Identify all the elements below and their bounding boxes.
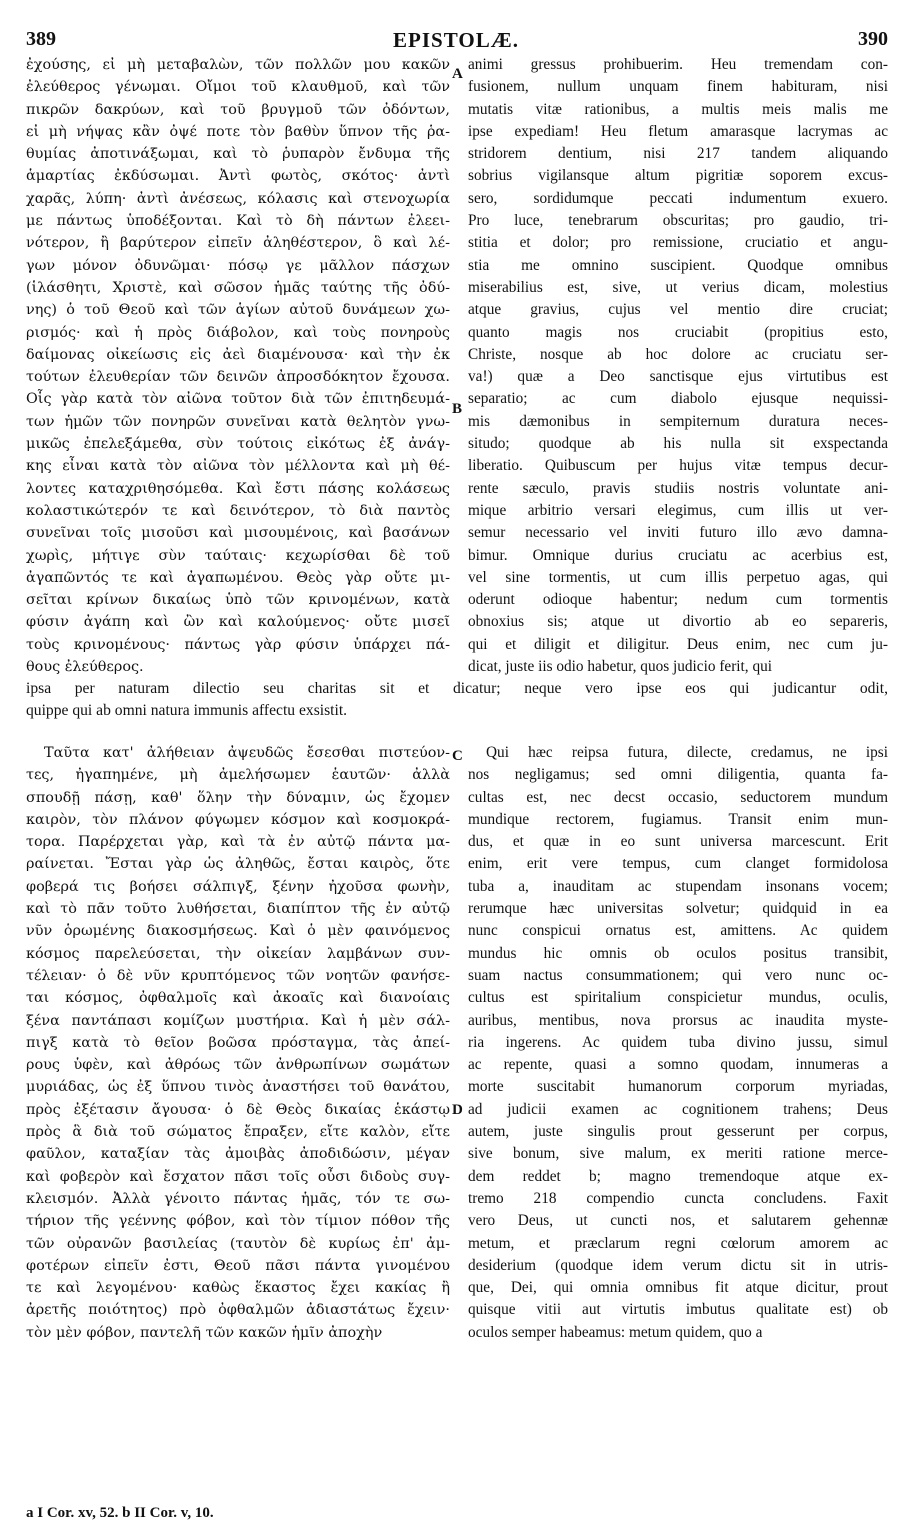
text-line: vel sine tormentis, ut cum illis perpetuo agas, qui — [468, 568, 888, 586]
text-line: Pro luce, tenebrarum obscuritas; pro gaudio, tri- — [468, 212, 888, 230]
text-line: (ἱλάσθητι, Χριστὲ, καὶ σῶσον ἡμᾶς ταύτης τῆς ὀδύ- — [26, 279, 450, 296]
text-line: mis dæmonibus in sempiternum duratura neces- — [468, 412, 888, 430]
text-line: νης) ὁ τοῦ Θεοῦ καὶ τῶν ἁγίων αὐτοῦ δυνάμεων χω- — [26, 302, 450, 319]
text-line: animi gressus prohibuerim. Heu tremendam con- — [468, 56, 888, 73]
text-line: Ταῦτα κατ' ἀλήθειαν ἀψευδῶς ἔσεσθαι πιστεύον- — [44, 745, 450, 761]
full-width-latin — [26, 678, 888, 722]
greek-column-block2 — [26, 742, 450, 1344]
text-line: va!) quæ a Deo sanctisque ejus virtutibus est — [468, 368, 888, 386]
text-line: πικρῶν δακρύων, καὶ τοῦ βρυγμοῦ τῶν ὀδόντων, — [26, 101, 450, 118]
text-line: qui et diligit et diligitur. Deus enim, nec cum ju- — [468, 635, 888, 653]
text-line: sobrius vigilansque altum pigritiæ soporem excus- — [468, 167, 888, 185]
text-line: ipsa per naturam dilectio seu charitas sit et dicatur; neque vero ipse eos qui judicantur odit, — [26, 680, 888, 697]
text-line: καὶ φοβερὸν καὶ ἔσχατον πᾶσι τοῖς οὖσι διδοὺς συγ- — [26, 1168, 450, 1185]
text-line: semur necessario vel inviti futuro illo ævo damna- — [468, 524, 888, 542]
text-line: χωρὶς, μήτιγε σὺν ταύταις· κεχωρίσθαι δὲ τοῦ — [26, 547, 450, 564]
text-line: vero Deus, ut cuncti nos, et salutarem gehennæ — [468, 1212, 888, 1230]
text-line: πιγξ κατὰ τὸ θεῖον βοῶσα πρόσταγμα, τὰς ἀπεί- — [26, 1034, 450, 1051]
text-line: καιρὸν, τὸν πλάνον φύγωμεν κόσμον καὶ κοσμοκρά- — [26, 811, 450, 828]
text-line: κόσμος παρελεύσεται, τὴν οἰκείαν λαμβάνων συν- — [26, 945, 450, 962]
text-line: κολαστικώτερόν τε καὶ δεινότερον, τὸ διὰ παντὸς — [26, 502, 450, 519]
text-line: ἐλεύθερος γένωμαι. Οἴμοι τοῦ κλαυθμοῦ, καὶ τῶν — [26, 79, 450, 96]
text-line: sero, sordidumque peccati indumentum exuero. — [468, 189, 888, 207]
text-line: tuba a, inauditam ac stupendam insonans vocem; — [468, 877, 888, 895]
text-line: ἐχούσης, εἰ μὴ μεταβαλὼν, τῶν πολλῶν μου κακῶν — [26, 57, 450, 73]
text-line: morte suscitabit humanorum corporum myriadas, — [468, 1078, 888, 1096]
text-line: τῶν οὐρανῶν βασιλείας (ταυτὸν δὲ κυρίως ἐπ' ἀμ- — [26, 1235, 450, 1252]
text-line: νῦν ὁρωμένης διακοσμήσεως. Καὶ ὁ μὲν φαινόμενος — [26, 923, 450, 940]
left-page-number: 389 — [26, 28, 56, 50]
text-line: auribus, mentibus, nova prorsus ac inaudita myste- — [468, 1011, 888, 1029]
text-line: θυμίας ἀποτινάξωμαι, καὶ τὸ ῥυπαρὸν ἔνδυμα τῆς — [26, 146, 450, 163]
text-line: ἁμαρτίας ἐκδύσωμαι. Ἀντὶ φωτὸς, σκότος· ἀντὶ — [26, 168, 450, 185]
text-line: ται κόσμος, ὀφθαλμοῖς καὶ ἀκοαῖς καὶ διανοίαις — [26, 990, 450, 1007]
text-line: δαίμονας οἰκείωσις εἰς ἀεὶ διαμένουσα· καὶ τὴν ἐκ — [26, 346, 450, 363]
text-line: miserabilius est, sive, ut verius dicam, molestius — [468, 278, 888, 296]
text-line: λοντες καταχριθησόμεθα. Καὶ ἔστι πάσης κολάσεως — [26, 480, 450, 497]
text-line: desiderium (quodque idem verum dictu sit in utris- — [468, 1256, 888, 1274]
text-line: mique arbitrio versari elegimus, cum illis ut ver- — [468, 501, 888, 519]
text-line: atque gravius, cujus vel mentio dire cruciat; — [468, 301, 888, 319]
text-line: stridorem dentium, nisi 217 tandem aliquando — [468, 145, 888, 163]
text-line: τήριον τῆς γεέννης φόβον, καὶ τὸν τίμιον πόθον τῆς — [26, 1213, 450, 1230]
text-line: σπουδῇ πάσῃ, καθ' ὅλην τὴν δύναμιν, ὡς ἔχομεν — [26, 789, 450, 806]
text-line: cultus est spiritalium conspicietur mundus, oculis, — [468, 989, 888, 1007]
text-line: quanto magis nos cruciabit (propitius esto, — [468, 323, 888, 341]
text-line: με πάντως ὑποδέξονται. Καὶ τὸ δὴ πάντων ἐλεει- — [26, 213, 450, 230]
latin-column-block1 — [468, 54, 888, 678]
text-line: fusionem, nullum unquam finem habituram, nisi — [468, 78, 888, 96]
text-line: stitia et dolor; pro remissione, cruciatio et angu- — [468, 234, 888, 252]
text-line: Οἷς γὰρ κατὰ τὸν αἰῶνα τοῦτον διὰ τῶν ἐπιτηδευμά- — [26, 391, 450, 408]
text-line: θους ἐλεύθερος. — [26, 659, 144, 676]
text-line: τες, ἠγαπημένε, μὴ ἀμελήσωμεν ἑαυτῶν· ἀλλὰ — [26, 767, 450, 784]
text-line: Christe, nosque ab hoc dolore ac cruciatu ser- — [468, 345, 888, 363]
text-line: φαῦλον, καταξίαν τὰς ἀμοιβὰς ἀποδιδώσιν, μέγαν — [26, 1146, 450, 1163]
text-line: enim, erit vere tempus, cum clanget formidolosa — [468, 855, 888, 873]
text-line: suam nactus consummationem; qui vero nunc oc- — [468, 966, 888, 984]
text-line: oderunt odioque habentur; nedum cum tormentis — [468, 591, 888, 609]
text-line: stia me omnino suscipient. Quodque omnibus — [468, 256, 888, 274]
text-line: dus, et quæ in eo sunt universa marcescunt. Erit — [468, 833, 888, 851]
text-line: situdo; quodque ab his nulla sit exspectanda — [468, 435, 888, 453]
text-line: κλεισμόν. Ἀλλὰ γένοιτο πάντας ἡμᾶς, τόν τε σω- — [26, 1190, 450, 1207]
text-line: τούτων ἐλευθερίαν τῶν δεινῶν ἀπροσδόκητον ἔχουσα. — [26, 369, 450, 386]
text-line: quippe qui ab omni natura immunis affectu exsistit. — [26, 702, 348, 719]
section-marker-c: C — [452, 748, 463, 764]
text-line: των ἡμῶν τῶν πονηρῶν συνεῖναι κατὰ θελητὸν γνω- — [26, 413, 450, 430]
text-line: obnoxius sis; atque ut divortio ab eo separeris, — [468, 613, 888, 631]
latin-column-block2 — [468, 742, 888, 1344]
text-line: ἀγαπῶντός τε καὶ ἀγαπωμένου. Θεὸς γὰρ οὔτε μι- — [26, 569, 450, 586]
page — [24, 24, 888, 1524]
text-line: ἀρετῆς ποιότητος) πρὸ ὀφθαλμῶν ἀδιαστάτως ἔχειν· — [26, 1302, 450, 1319]
text-line: mundus hic omnis ob oculos positus transibit, — [468, 944, 888, 962]
text-line: nos negligamus; sed omni diligentia, quanta fa- — [468, 766, 888, 784]
text-line: πρὸς ἐξέτασιν ἄγουσα· ὁ δὲ Θεὸς δικαίας ἑκάστῳ — [26, 1101, 450, 1118]
text-line: γων μόνον ὀδυνῶμαι· πόσῳ γε μᾶλλον πάσχων — [26, 257, 450, 274]
text-line: sive bonum, sive malum, ex meriti ratione merce- — [468, 1145, 888, 1163]
text-line: κης εἶναι κατὰ τὸν αἰῶνα τὸν μέλλοντα καὶ μὴ θέ- — [26, 458, 450, 475]
text-line: μυριάδας, ὡς ἐξ ὕπνου τινὸς ἀναστήσει τοῦ θανάτου, — [26, 1079, 450, 1096]
text-line: τοὺς κρινομένους· πάντως γὰρ φύσιν ὑπάρχει πά- — [26, 636, 450, 653]
text-line: oculos semper habeamus: metum quidem, quo a — [468, 1323, 763, 1341]
page-header — [24, 24, 888, 52]
text-line: ξένα παντάπασι κομίζων μυστήρια. Καὶ ἡ μὲν σάλ- — [26, 1012, 450, 1029]
text-line: ipse expediam! Heu fletum amarasque lacrymas ac — [468, 122, 888, 140]
text-line: Qui hæc reipsa futura, dilecte, credamus, ne ipsi — [486, 744, 888, 761]
text-line: dicat, juste iis odio habetur, quos judicio ferit, qui — [468, 658, 772, 676]
section-marker-b: B — [452, 401, 463, 417]
text-line: εἰ μὴ νήψας κἂν ὀψέ ποτε τὸν βαθὺν ὕπνον τῆς ῥα- — [26, 123, 450, 140]
running-title: EPISTOLÆ. — [393, 28, 519, 52]
greek-column-block1 — [26, 54, 450, 678]
text-line: χαρᾶς, λύπη· ἀντὶ ἀνέσεως, κόλασις καὶ στενοχωρία — [26, 190, 450, 207]
text-line: τέλειαν· ὁ δὲ νῦν κρυπτόμενος τῶν νοητῶν φανήσε- — [26, 967, 450, 984]
text-line: quisque vitii aut virtutis imbutus qualitate est) ob — [468, 1301, 888, 1319]
text-line: bimur. Omnique durius cruciatu ac acerbius est, — [468, 546, 888, 564]
footnotes: a I Cor. xv, 52. b II Cor. v, 10. — [26, 1505, 214, 1521]
text-line: tremo 218 compendio cuncta concludens. Faxit — [468, 1189, 888, 1207]
text-line: φοτέρων εἰπεῖν ἐστι, Θεοῦ πᾶσι πάντα γινομένου — [26, 1257, 450, 1274]
text-line: dem reddet b; magno tremendoque atque ex- — [468, 1167, 888, 1185]
text-line: τὸν μὲν φόβον, παντελῆ τῶν κακῶν ἡμῖν ἀποχὴν — [26, 1324, 383, 1341]
text-line: que, Dei, qui omnia omnibus fit atque dicitur, prout — [468, 1279, 888, 1297]
text-line: ραίνεται. Ἔσται γὰρ ὡς ἀληθῶς, ἔσται καιρὸς, ὅτε — [26, 856, 450, 873]
text-line: ac repente, quasi a somno quodam, innumeras a — [468, 1056, 888, 1074]
text-line: nunc conspicui ornatus est, amittens. Ac quidem — [468, 922, 888, 940]
text-line: καὶ τὸ πᾶν τοῦτο λυθήσεται, διαπίπτον τῆς ἐν αὐτῷ — [26, 901, 450, 918]
text-line: ρους ὑφὲν, καὶ ἀθρόως τῶν ἀνθρωπίνων σωμάτων — [26, 1057, 450, 1074]
text-line: νότερον, ἢ βαρύτερον εἰπεῖν ἀληθέστερον, ὃ καὶ λέ- — [26, 235, 450, 252]
text-line: συνεῖναι τοῖς μισοῦσι καὶ μισουμένοις, καὶ βασάνων — [26, 525, 450, 542]
text-line: mundique rectorem, fugiamus. Transit enim mun- — [468, 810, 888, 828]
text-line: rerumque hæc universitas solvetur; quidquid in ea — [468, 900, 888, 918]
text-line: ρισμός· καὶ ἡ πρὸς διάβολον, καὶ τοὺς πονηροὺς — [26, 324, 450, 341]
section-marker-a: A — [452, 66, 463, 82]
text-line: rente sæculo, pravis studiis nostris voluntate ani- — [468, 479, 888, 497]
text-line: ria ingerens. Ac quidem tuba divino jussu, simul — [468, 1033, 888, 1051]
text-line: φοβερά τις βοήσει σάλπιγξ, ξένην ἠχοῦσα φωνὴν, — [26, 878, 450, 895]
text-line: ad judicii examen ac cognitionem trahens; Deus — [468, 1100, 888, 1118]
section-marker-d: D — [452, 1102, 463, 1118]
text-line: mutatis vitæ rationibus, a multis meis malis me — [468, 100, 888, 118]
text-line: liberatio. Quibuscum per hujus vitæ tempus decur- — [468, 457, 888, 475]
text-line: separatio; ac cum diabolo ejusque nequissi- — [468, 390, 888, 408]
right-page-number: 390 — [858, 28, 888, 50]
text-line: cultas est, nec decst occasio, seductorem mundum — [468, 788, 888, 806]
text-line: μικῶς ἐπελεξάμεθα, σὺν τούτοις εἰκότως ἐξ ἀνάγ- — [26, 436, 450, 453]
text-line: τε καὶ λεγομένου· καθὼς ἕκαστος ἔχει κακίας ἢ — [26, 1280, 450, 1297]
text-line: metum, et præclarum regni cœlorum amorem ac — [468, 1234, 888, 1252]
text-line: τορα. Παρέρχεται γὰρ, καὶ τὰ ἐν αὐτῷ πάντα μα- — [26, 834, 450, 851]
text-line: σεῖται κρίνων δικαίως ὑπὸ τῶν κρινομένων, κατὰ — [26, 592, 450, 609]
text-line: φύσιν ἀγάπη καὶ ὢν καὶ καλούμενος· οὔτε μισεῖ — [26, 614, 450, 631]
text-line: autem, juste singulis prout gesserunt per corpus, — [468, 1123, 888, 1141]
text-line: πρὸς ἃ διὰ τοῦ σώματος ἔπραξεν, εἴτε καλὸν, εἴτε — [26, 1124, 450, 1141]
